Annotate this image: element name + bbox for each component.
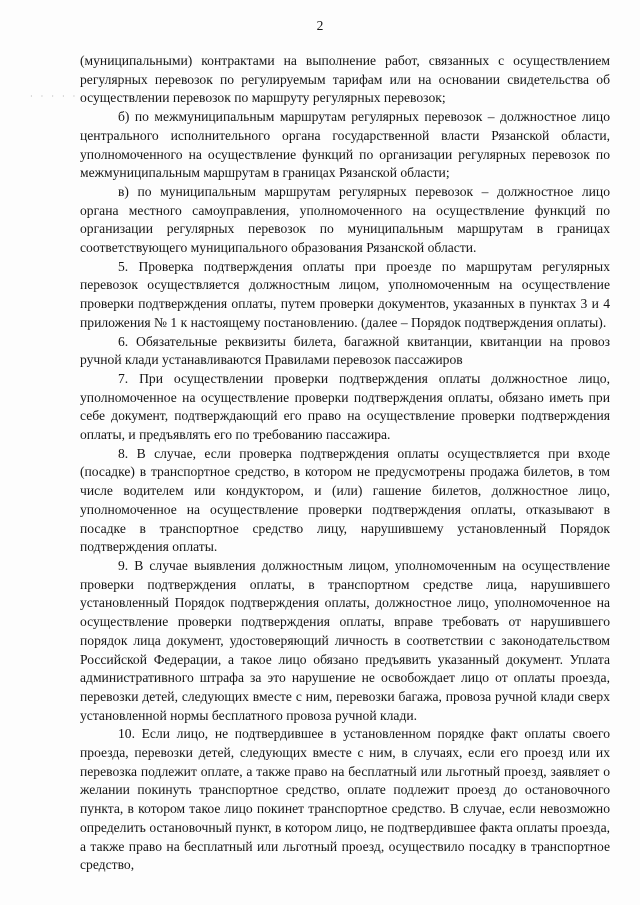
paragraph-v: в) по муниципальным маршрутам регулярных перевозок – должностное лицо органа местного самоуправления, уполномоченного на осуществление функций по организации регулярных перевозок по муниципальным маршрутам в границах соответствующего муниципального образования Рязанской области. (80, 183, 610, 256)
paragraph-9: 9. В случае выявления должностным лицом, уполномоченным на осуществление проверки подтверждения оплаты, в транспортном средстве лица, нарушившего установленный Порядок подтверждения оплаты, должностное лицо, уполномоченное на осуществление проверки подтверждения оплаты, вправе требовать от нарушившего порядок лица документ, удостоверяющий личность в соответствии с законодательством Российской Федерации, а такое лицо обязано предъявить указанный документ. Уплата административного штрафа за это нарушение не освобождает лицо от оплаты проезда, перевозки детей, следующих вместе с ним, перевозки багажа, провоза ручной клади сверх установленной нормы бесплатного провоза ручной клади. (80, 557, 610, 723)
paragraph-8: 8. В случае, если проверка подтверждения оплаты осуществляется при входе (посадке) в транспортное средство, в котором не предусмотрены продажа билетов, в том числе водителем или кондуктором, и (или) гашение билетов, должностное лицо, уполномоченное на осуществление проверки подтверждения оплаты, отказывают в посадке в транспортное средство лицу, нарушившему установленный Порядок подтверждения оплаты. (80, 445, 610, 555)
paragraph-b: б) по межмуниципальным маршрутам регулярных перевозок – должностное лицо центрального исполнительного органа государственной власти Рязанской области, уполномоченного на осуществление функций по организации регулярных перевозок по межмуниципальным маршрутам в границах Рязанской области; (80, 109, 610, 181)
paragraph-6: 6. Обязательные реквизиты билета, багажной квитанции, квитанции на провоз ручной клади устанавливаются Правилами перевозок пассажиров (80, 333, 610, 368)
document-body (80, 52, 610, 875)
page-number: 2 (316, 18, 324, 33)
paragraph-5: 5. Проверка подтверждения оплаты при проезде по маршрутам регулярных перевозок осуществляется должностным лицом, уполномоченным на осуществление проверки подтверждения оплаты, путем проверки документов, указанных в пунктах 3 и 4 приложения № 1 к настоящему постановлению. (далее – Порядок подтверждения оплаты). (80, 258, 610, 330)
paragraph-7: 7. При осуществлении проверки подтверждения оплаты должностное лицо, уполномоченное на осуществление проверки подтверждения оплаты, обязано иметь при себе документ, подтверждающий его право на осуществление проверки подтверждения оплаты, и предъявлять его по требованию пассажира. (80, 370, 610, 443)
paragraph-continuation: (муниципальными) контрактами на выполнение работ, связанных с осуществлением регулярных перевозок по регулируемым тарифам или на основании свидетельства об осуществлении перевозок по маршруту регулярных перевозок; (80, 53, 610, 106)
paragraph-10: 10. Если лицо, не подтвердившее в установленном порядке факт оплаты своего проезда, перевозки детей, следующих вместе с ним, в случаях, если его проезд или их перевозка подлежит оплате, а также право на бесплатный или льготный проезд, заявляет о желании покинуть транспортное средство, оплате подлежит проезд до остановочного пункта, в котором такое лицо покинет транспортное средство. В случае, если невозможно определить остановочный пункт, в котором лицо, не подтвердившее факта оплаты проезда, а также право на бесплатный или льготный проезд, осуществило посадку в транспортное средство, (80, 726, 610, 873)
scan-margin-marks: · · · · · · (30, 92, 89, 101)
